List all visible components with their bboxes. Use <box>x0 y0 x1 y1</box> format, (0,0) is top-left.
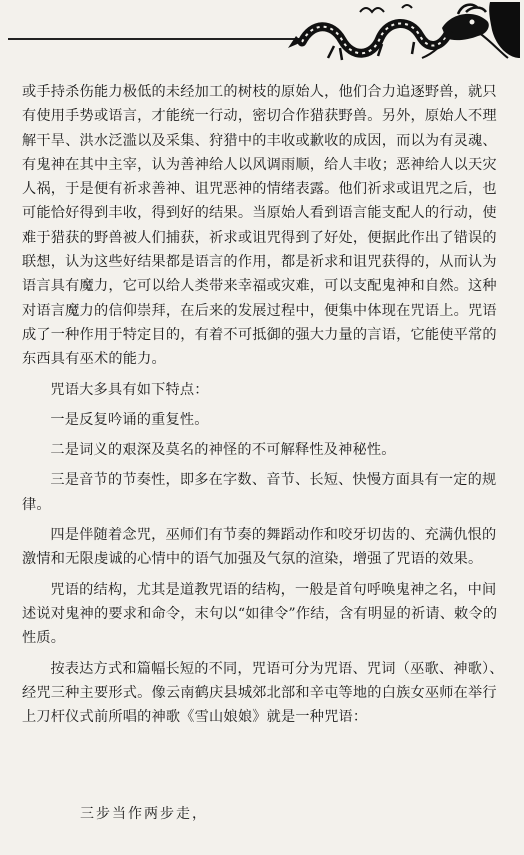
paragraph-structure: 咒语的结构，尤其是道教咒语的结构，一般是首句呼唤鬼神之名，中间述说对鬼神的要求和命令，末句以“如律令”作结，含有明显的祈请、敕令的性质。 <box>22 581 498 647</box>
paragraph-feature-2: 二是词义的艰深及莫名的神怪的不可解释性及神秘性。 <box>50 442 396 459</box>
paragraph-feature-3: 三是音节的节奏性，即多在字数、音节、长短、快慢方面具有一定的规律。 <box>22 472 497 513</box>
paragraph-forms: 按表达方式和篇幅长短的不同，咒语可分为咒语、咒词（巫歌、神歌）、经咒三种主要形式。像云南鹤庆县城郊北部和辛屯等地的白族女巫师在举行上刀杆仪式前所唱的神歌《雪山娘娘》就是一种咒语： <box>22 660 504 726</box>
verse-line: 三步当作两步走， <box>80 806 208 822</box>
paragraph-feature-4: 四是伴随着念咒，巫师们有节奏的舞蹈动作和咬牙切齿的、充满仇恨的激情和无限虔诚的心情中的语气加强及气氛的渲染，增强了咒语的效果。 <box>22 527 497 568</box>
body-text <box>22 80 508 729</box>
paragraph-origin: 或手持杀伤能力极低的未经加工的树枝的原始人，他们合力追逐野兽，就只有使用手势或语言，才能统一行动，密切合作猎获野兽。另外，原始人不理解干旱、洪水泛滥以及采集、狩猎中的丰收或歉收的成因，而以为有灵魂、有鬼神在其中主宰，认为善神给人以风调雨顺，给人丰收；恶神给人以天灾人祸，于是便有祈求善神、诅咒恶神的情绪表露。他们祈求或诅咒之后，也可能恰好得到丰收，得到好的结果。当原始人看到语言能支配人的行动，使难于猎获的野兽被人们捕获，祈求或诅咒得到了好处，便据此作出了错误的联想，认为这些好结果都是语言的作用，都是祈求和诅咒获得的，从而认为语言具有魔力，它可以给人类带来幸福或灾难，可以支配鬼神和自然。这种对语言魔力的信仰崇拜，在后来的发展过程中，便集中体现在咒语上。咒语成了一种作用于特定目的，有着不可抵御的强大力量的言语，它能使平常的东西具有巫术的能力。 <box>22 84 497 368</box>
paragraph-features-intro: 咒语大多具有如下特点： <box>50 381 209 398</box>
dragon-icon <box>282 2 520 64</box>
header-rule <box>8 38 308 40</box>
paragraph-feature-1: 一是反复吟诵的重复性。 <box>50 411 209 428</box>
